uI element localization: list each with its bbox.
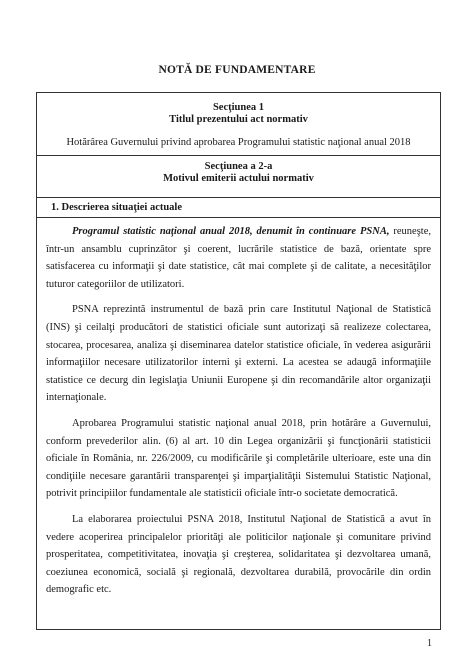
subsection-label: 1. Descrierea situaţiei actuale (51, 202, 183, 213)
section-2-body (37, 197, 440, 631)
section-2-subheading: Motivul emiterii actului normativ (163, 173, 314, 184)
paragraph-1-lead: Programul statistic naţional anual 2018, denumit în continuare PSNA, (72, 226, 390, 237)
paragraph-1 (46, 223, 431, 293)
section-1-text: Hotărârea Guvernului privind aprobarea Programului statistic naţional anual 2018 (66, 137, 411, 148)
section-1-subheading: Titlul prezentului act normativ (169, 114, 308, 125)
section-2-row (37, 155, 440, 198)
content-table (36, 92, 441, 630)
section-1-row (37, 93, 440, 156)
body-text (46, 223, 431, 607)
subsection-heading (37, 201, 440, 218)
paragraph-4: La elaborarea proiectului PSNA 2018, Institutul Naţional de Statistică a avut în vedere acoperirea principalelor priorităţi ale politicilor naţionale şi comunitare privind prosperitatea, competitivitatea, inovaţia şi creşterea, solidaritatea şi dezvoltarea umană, coeziunea economică, socială şi regională, dezvoltarea durabilă, provocările din ordin demografic etc. (46, 513, 431, 596)
section-1-heading: Secţiunea 1 (212, 102, 265, 113)
page-number: 1 (427, 638, 432, 649)
paragraph-2: PSNA reprezintă instrumentul de bază prin care Institutul Naţional de Statistică (INS) şi ceilalţi producători de statistici oficiale sunt autorizaţi să realizeze colectarea, stocarea, procesarea, analiza şi diseminarea datelor statistice oficiale, în vederea asigurării informaţiilor necesare utilizatorilor interni şi externi. La acestea se adaugă informaţiile statistice ce decurg din legislaţia Uniunii Europene şi din recomandările altor organizaţii internaţionale. (46, 304, 431, 404)
section-2-heading: Secţiunea a 2-a (204, 161, 273, 172)
paragraph-1-rest: reuneşte, într-un ansamblu cuprinzător şi coerent, lucrările statistice de bază, orientate spre satisfacerea cu informaţii şi date statistice, cât mai complete şi de calitate, a necesităţilor tuturor categoriilor de utilizatori. (46, 226, 432, 290)
paragraph-3: Aprobarea Programului statistic naţional anual 2018, prin hotărâre a Guvernului, conform prevederilor alin. (6) al art. 10 din Legea organizării şi funcţionării statisticii oficiale în România, nr. 226/2009, cu modificările şi completările ulterioare, este una din condiţiile necesare garantării transparenţei şi imparţialităţii Sistemului Statistic Naţional, potrivit principiilor fundamentale ale statisticii oficiale într-o societate democratică. (46, 417, 431, 500)
document-title: NOTĂ DE FUNDAMENTARE (158, 64, 316, 76)
